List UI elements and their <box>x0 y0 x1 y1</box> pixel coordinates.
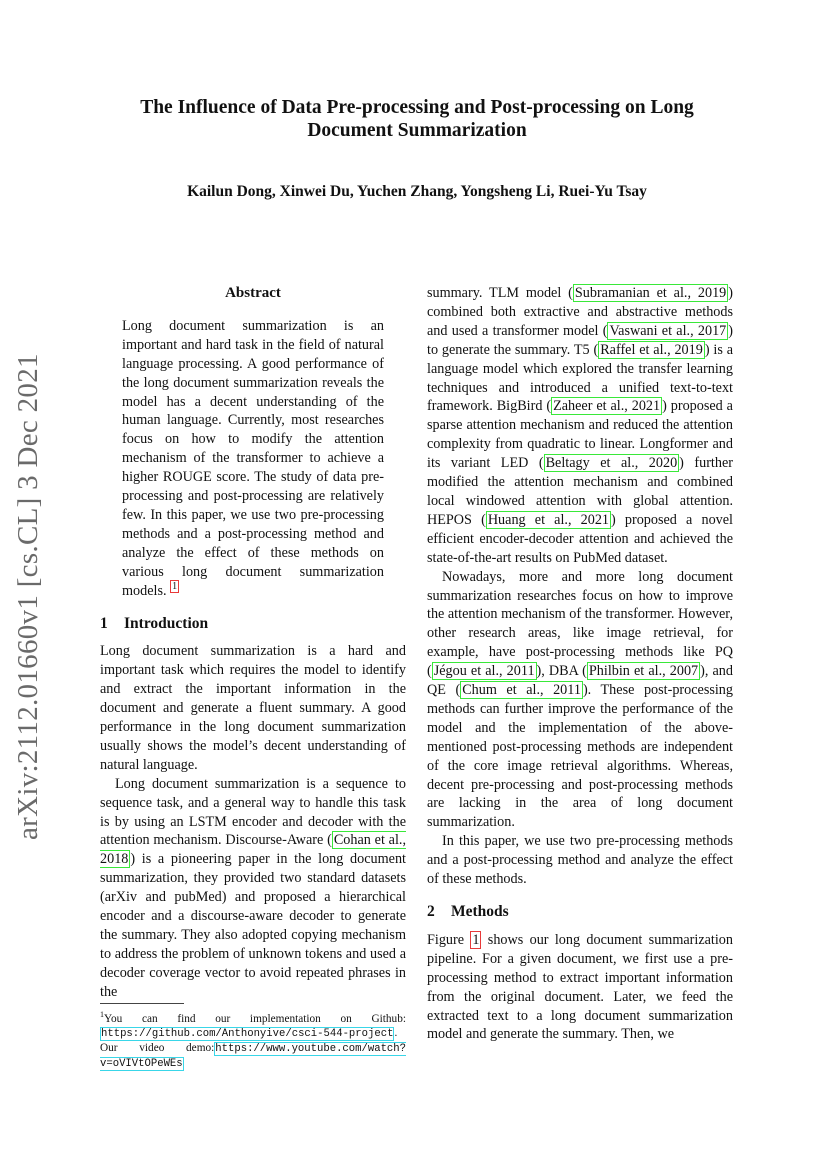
abstract-text <box>122 317 384 601</box>
footnote-divider <box>100 1003 184 1004</box>
footnote <box>100 1008 406 1071</box>
figure-reference-link[interactable]: 1 <box>472 931 480 948</box>
section-title: Methods <box>451 903 509 920</box>
text-run: ) combined both extractive and abstractive methods and used a transformer model ( <box>427 285 733 339</box>
arxiv-margin-stamp: arXiv:2112.01660v1 [cs.CL] 3 Dec 2021 <box>12 353 44 840</box>
text-run: ) is a pioneering paper in the long document summarization, they provided two standard datasets (arXiv and pubMed) and proposed a hierarchical encoder and a discourse-aware decoder to generate the summary. They also adopted copying mechanism to address the problem of unknown tokens and used a decoder coverage vector to avoid repeated phrases in the <box>100 851 406 1000</box>
text-run: Nowadays, more and more long document summarization researches focus on how to improve the attention mechanism of the transformer. However, other research areas, like image retrieval, for example, have post-processing methods like PQ ( <box>427 568 733 680</box>
footnote-link[interactable]: 1 <box>172 580 178 592</box>
related-work-paragraph <box>427 284 733 568</box>
abstract-heading: Abstract <box>225 285 281 301</box>
methods-paragraph <box>427 931 733 1044</box>
text-run: Figure <box>427 931 471 948</box>
text-run: ) further modified the attention mechanism and combined local windowed attention with global attention. HEPOS ( <box>427 455 733 528</box>
contribution-paragraph: In this paper, we use two pre-processing methods and a post-processing method and analyze the effect of these methods. <box>427 833 733 888</box>
author-list: Kailun Dong, Xinwei Du, Yuchen Zhang, Yongsheng Li, Ruei-Yu Tsay <box>187 183 647 200</box>
text-run: summary. TLM model ( <box>427 285 573 301</box>
citation-link[interactable]: Cohan et al., 2018 <box>100 832 406 868</box>
footnote-number: 1 <box>100 1010 104 1019</box>
citation-link[interactable]: Beltagy et al., 2020 <box>545 455 678 472</box>
text-run: Long document summarization is a sequence to sequence task, and a general way to handle this task is by using an LSTM encoder and decoder with the attention mechanism. Discourse-Aware ( <box>100 775 406 849</box>
text-run: ). These post-processing methods can further improve the performance of the model and the implementation of the above-mentioned post-processing methods are independent of the core image retrieval algorithms. Whereas, decent pre-processing and post-processing methods are lacking in the area of long document summarization. <box>427 682 733 831</box>
text-run: ), DBA ( <box>536 663 587 680</box>
text-run: . Our video demo: <box>100 1026 398 1054</box>
text-run: ) is a language model which explored the transfer learning techniques and introduced a unified text-to-text framework. BigBird ( <box>427 341 733 415</box>
text-run: ), and QE ( <box>427 663 733 699</box>
text-run: ) proposed a sparse attention mechanism and reduced the attention complexity from quadratic to linear. Longformer and its variant LED ( <box>427 398 733 472</box>
github-url-link[interactable]: https://github.com/Anthonyive/csci-544-project <box>101 1027 394 1040</box>
text-run: You can find our implementation on Github: <box>104 1012 406 1025</box>
citation-link[interactable]: Raffel et al., 2019 <box>600 341 703 358</box>
intro-paragraph-2 <box>100 775 406 1002</box>
citation-link[interactable]: Zaheer et al., 2021 <box>553 398 661 415</box>
right-column <box>427 284 733 1044</box>
section-title: Introduction <box>124 614 209 632</box>
section-heading-introduction <box>100 615 406 634</box>
citation-link[interactable]: Huang et al., 2021 <box>487 511 610 528</box>
section-number: 1 <box>100 614 108 632</box>
text-run: shows our long document summarization pipeline. For a given document, we first use a pre-processing method to extract important information from the original document. Later, we feed the extracted text to a long document summarization model and generate the summary. Then, we <box>427 931 733 1043</box>
intro-paragraph-1: Long document summarization is a hard and important task which requires the model to identify and extract the important information in the document and generate a fluent summary. A good performance in the long document summarization usually shows the model’s decent understanding of natural language. <box>100 643 406 773</box>
citation-link[interactable]: Jégou et al., 2011 <box>433 663 535 680</box>
citation-link[interactable]: Subramanian et al., 2019 <box>574 285 727 301</box>
text-run: ) to generate the summary. T5 ( <box>427 322 734 358</box>
section-heading-methods <box>427 903 733 922</box>
paper-title: The Influence of Data Pre-processing and Post-processing on Long Document Summarization <box>140 97 694 141</box>
section-number: 2 <box>427 903 435 920</box>
abstract-body-text: Long document summarization is an important and hard task in the field of natural language processing. A good performance of the long document summarization reveals the model has a decent understanding of the human language. Currently, most researches focus on how to modify the attention mechanism of the transformer to achieve a higher ROUGE score. The study of data pre-processing and post-processing are relatively few. In this paper, we use two pre-processing methods and a post-processing method and analyze the effect of these methods on various long document summarization models. <box>122 317 384 599</box>
post-processing-paragraph <box>427 568 733 833</box>
citation-link[interactable]: Chum et al., 2011 <box>462 682 581 699</box>
left-column <box>100 284 406 1002</box>
citation-link[interactable]: Vaswani et al., 2017 <box>609 322 727 339</box>
text-run: ) proposed a novel efficient encoder-decoder attention and achieved the state-of-the-art results on PubMed dataset. <box>427 511 733 566</box>
citation-link[interactable]: Philbin et al., 2007 <box>588 663 699 680</box>
video-url-link[interactable]: https://www.youtube.com/watch?v=oVIVtOPeWEs <box>100 1042 406 1070</box>
